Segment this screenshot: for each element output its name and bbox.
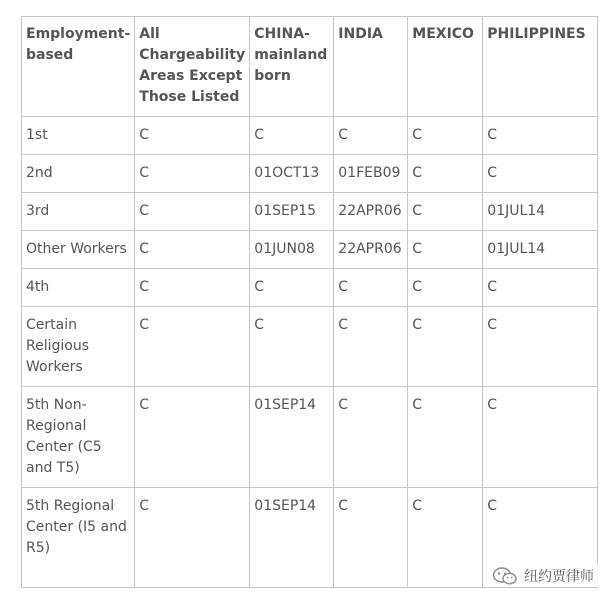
visa-bulletin-table: [21, 16, 598, 588]
cell-china: C: [250, 307, 334, 387]
visa-bulletin-table-container: [21, 16, 598, 588]
row-category: 2nd: [22, 155, 135, 193]
cell-all-chargeability: C: [135, 231, 250, 269]
table-row: [22, 269, 598, 307]
cell-mexico: C: [408, 193, 483, 231]
cell-china: 01SEP14: [250, 387, 334, 488]
cell-india: 22APR06: [334, 193, 408, 231]
cell-mexico: C: [408, 231, 483, 269]
cell-all-chargeability: C: [135, 117, 250, 155]
cell-india: 22APR06: [334, 231, 408, 269]
table-row: [22, 155, 598, 193]
header-all-chargeability: All Chargeability Areas Except Those Listed: [135, 17, 250, 117]
header-mexico: MEXICO: [408, 17, 483, 117]
cell-philippines: C: [483, 307, 598, 387]
watermark: [488, 565, 598, 587]
cell-china: C: [250, 269, 334, 307]
cell-all-chargeability: C: [135, 269, 250, 307]
header-employment-based: Employment-based: [22, 17, 135, 117]
table-header-row: [22, 17, 598, 117]
cell-mexico: C: [408, 269, 483, 307]
cell-all-chargeability: C: [135, 387, 250, 488]
cell-all-chargeability: C: [135, 488, 250, 588]
cell-india: 01FEB09: [334, 155, 408, 193]
cell-mexico: C: [408, 117, 483, 155]
cell-philippines: C: [483, 269, 598, 307]
row-category: 5th Non-Regional Center (C5 and T5): [22, 387, 135, 488]
table-row: [22, 307, 598, 387]
cell-india: C: [334, 488, 408, 588]
cell-china: 01OCT13: [250, 155, 334, 193]
row-category: 3rd: [22, 193, 135, 231]
cell-india: C: [334, 387, 408, 488]
table-row: [22, 117, 598, 155]
header-philippines: PHILIPPINES: [483, 17, 598, 117]
cell-philippines: C: [483, 387, 598, 488]
cell-india: C: [334, 269, 408, 307]
cell-all-chargeability: C: [135, 193, 250, 231]
cell-china: 01JUN08: [250, 231, 334, 269]
cell-china: 01SEP14: [250, 488, 334, 588]
table-row: [22, 193, 598, 231]
cell-mexico: C: [408, 387, 483, 488]
header-china: CHINA-mainland born: [250, 17, 334, 117]
cell-philippines: C: [483, 488, 598, 588]
cell-philippines: 01JUL14: [483, 231, 598, 269]
cell-mexico: C: [408, 488, 483, 588]
table-row: [22, 231, 598, 269]
cell-philippines: C: [483, 155, 598, 193]
row-category: 1st: [22, 117, 135, 155]
cell-mexico: C: [408, 155, 483, 193]
row-category: 4th: [22, 269, 135, 307]
cell-india: C: [334, 117, 408, 155]
table-row: [22, 387, 598, 488]
cell-all-chargeability: C: [135, 155, 250, 193]
row-category: 5th Regional Center (I5 and R5): [22, 488, 135, 588]
cell-india: C: [334, 307, 408, 387]
cell-all-chargeability: C: [135, 307, 250, 387]
cell-philippines: C: [483, 117, 598, 155]
watermark-text: 纽约贾律师: [524, 569, 594, 585]
row-category: Certain Religious Workers: [22, 307, 135, 387]
cell-philippines: 01JUL14: [483, 193, 598, 231]
row-category: Other Workers: [22, 231, 135, 269]
cell-mexico: C: [408, 307, 483, 387]
cell-china: 01SEP15: [250, 193, 334, 231]
header-india: INDIA: [334, 17, 408, 117]
wechat-icon: [492, 566, 518, 586]
cell-china: C: [250, 117, 334, 155]
